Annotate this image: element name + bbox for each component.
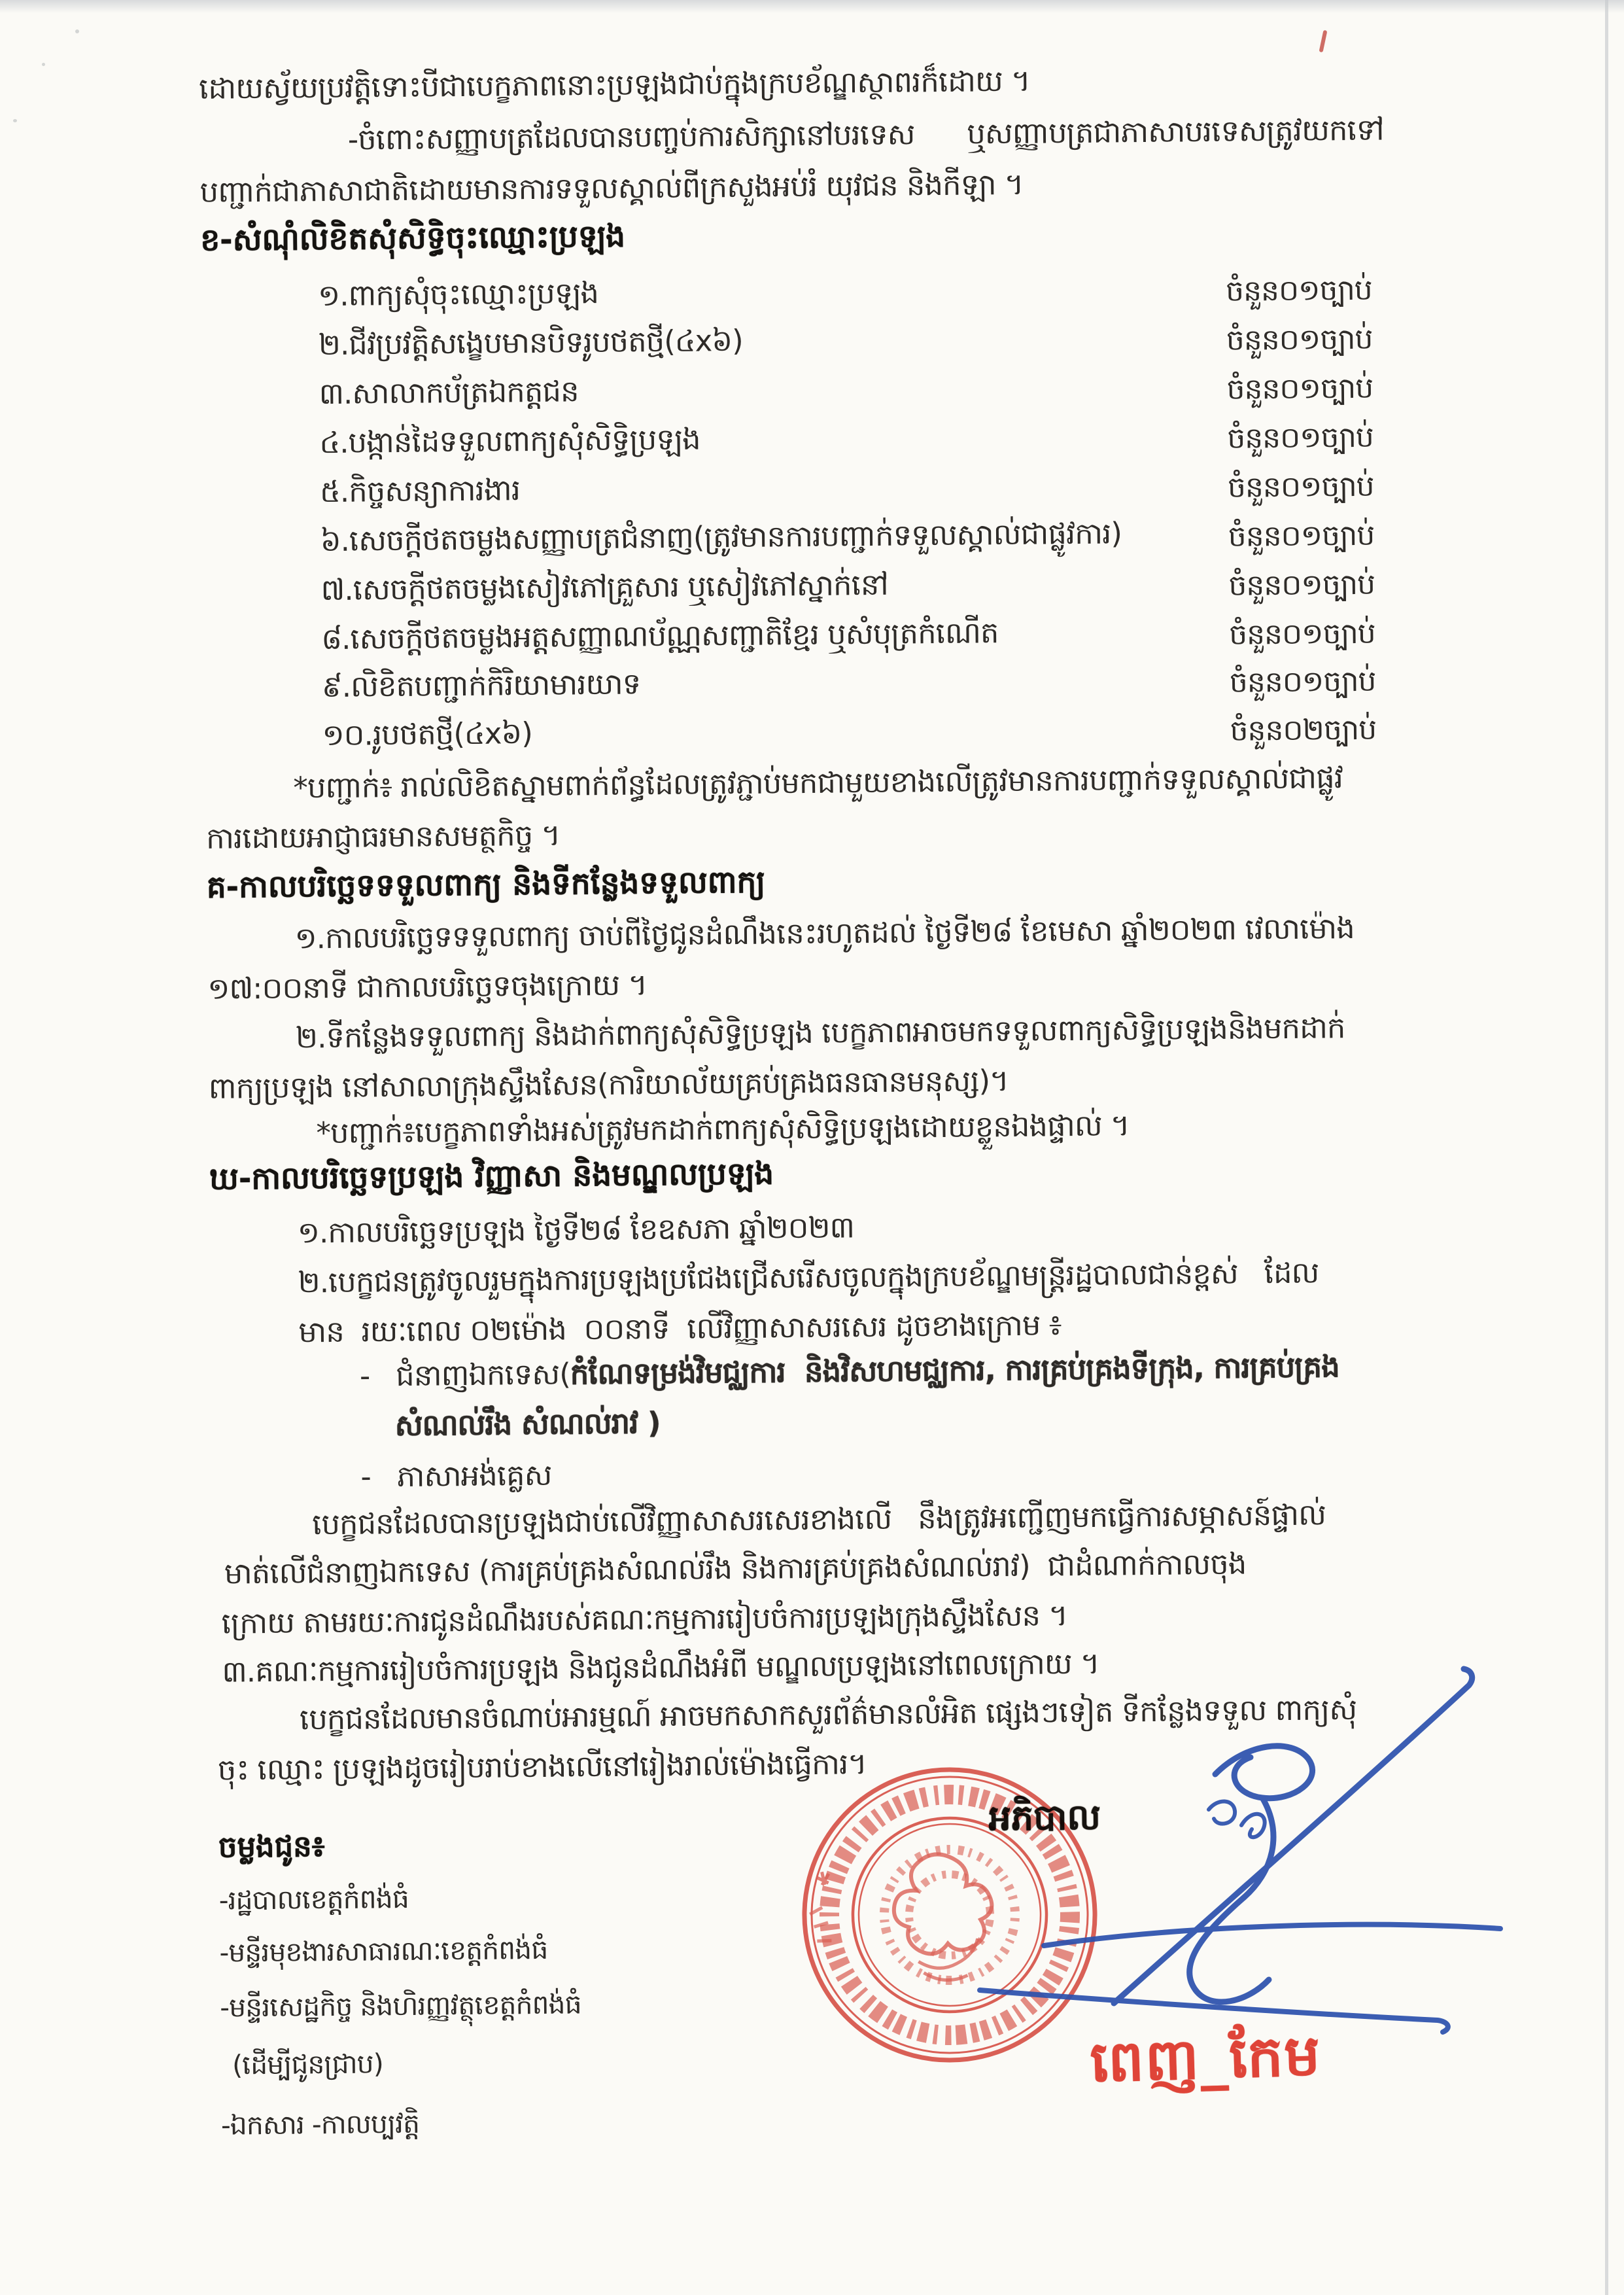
exam-subject-bullet-1 [360, 1350, 1339, 1392]
cc-item: (ដើម្បីជូនជ្រាប) [232, 2048, 383, 2081]
exam-subject-bullet-2: - ភាសាអង់គ្លេស [360, 1457, 552, 1494]
list-item: ១.ពាក្យសុំចុះឈ្មោះប្រឡង [317, 275, 599, 313]
section-d-item-1: ១.កាលបរិច្ឆេទប្រឡង ថ្ងៃទី២៨ ខែឧសភា ឆ្នាំ២០២៣ [297, 1210, 855, 1250]
section-d-para-line-3: ក្រោយ តាមរយៈការជូនដំណឹងរបស់គណៈកម្មការរៀបចំការប្រឡងក្រុងស្ទឹងសែន ។ [221, 1598, 1068, 1641]
list-item: ១០.រូបថតថ្មី(៤x៦) [322, 716, 533, 753]
list-item-count: ចំនួន០១ច្បាប់ [1229, 664, 1376, 699]
list-item-count: ចំនួន០១ច្បាប់ [1227, 469, 1374, 504]
list-item-count: ចំនួន០១ច្បាប់ [1228, 567, 1375, 603]
governor-title-label: អភិបាល [988, 1796, 1101, 1839]
cc-item: -មន្ទីរសេដ្ឋកិច្ច និងហិរញ្ញវត្ថុខេត្តកំពង់ធំ [220, 1988, 581, 2023]
exam-subject-bullet-1-line-2: សំណល់រឹង សំណល់រាវ ) [394, 1405, 661, 1443]
section-b-note-line-2: ការដោយអាជ្ញាធរមានសមត្ថកិច្ច ។ [205, 817, 561, 856]
section-c-p1-line-1: ១.កាលបរិច្ឆេទទទួលពាក្យ ចាប់ពីថ្ងៃជូនដំណឹងនេះរហូតដល់ ថ្ងៃទី២៨ ខែមេសា ឆ្នាំ២០២៣ វេលាម៉ោង [294, 911, 1355, 956]
section-d-item-3: ៣.គណៈកម្មការរៀបចំការប្រឡង និងជូនដំណឹងអំពី មណ្ឌលប្រឡងនៅពេលក្រោយ ។ [222, 1645, 1099, 1689]
list-item: ៥.កិច្ចសន្យាការងារ [319, 472, 521, 510]
section-b-note-line-1: *បញ្ជាក់៖ រាល់លិខិតស្នាមពាក់ព័ន្ធដែលត្រូវភ្ជាប់មកជាមួយខាងលើត្រូវមានការបញ្ជាក់ទទួលស្គាល់ជាផ្លូវ [293, 760, 1343, 805]
closing-line-2: ចុះ ឈ្មោះ ប្រឡងដូចរៀបរាប់ខាងលើនៅរៀងរាល់ម៉ោងធ្វើការ។ [217, 1746, 867, 1787]
section-b-heading: ខ-សំណុំលិខិតសុំសិទ្ធិចុះឈ្មោះប្រឡង [200, 218, 626, 258]
list-item: ៣.សាលាកប័ត្រឯកត្តជន [319, 374, 579, 412]
section-d-item-2-line-2: មាន រយៈពេល ០២ម៉ោង ០០នាទី លើវិញ្ញាសាសរសេរ ដូចខាងក្រោម ៖ [298, 1307, 1062, 1350]
bullet-1-bold-text: កំណែទម្រង់វិមជ្ឈការ និងវិសហមជ្ឈការ, ការគ្រប់គ្រងទីក្រុង, ការគ្រប់គ្រង [570, 1349, 1339, 1392]
list-item-count: ចំនួន០២ច្បាប់ [1230, 712, 1377, 748]
section-c-p2-line-1: ២.ទីកន្លែងទទួលពាក្យ និងដាក់ពាក្យសុំសិទ្ធិប្រឡង បេក្ខភាពអាចមកទទួលពាក្យសិទ្ធិប្រឡងនិងមកដាក់ [295, 1010, 1345, 1055]
cc-item: -រដ្ឋបាលខេត្តកំពង់ធំ [218, 1882, 409, 1916]
intro-line-2: -ចំពោះសញ្ញាបត្រដែលបានបញ្ចប់ការសិក្សានៅបរទេស ឬសញ្ញាបត្រជាភាសាបរទេសត្រូវយកទៅ [347, 112, 1384, 157]
list-item-count: ចំនួន០១ច្បាប់ [1226, 371, 1373, 406]
section-d-item-2-line-1: ២.បេក្ខជនត្រូវចូលរួមក្នុងការប្រឡងប្រជែងជ្រើសរើសចូលក្នុងក្របខ័ណ្ឌមន្ត្រីរដ្ឋបាលជាន់ខ្ពស់ ដែល [298, 1255, 1319, 1300]
list-item: ៩.លិខិតបញ្ជាក់កិរិយាមារយាទ [321, 666, 641, 705]
section-d-heading: ឃ-កាលបរិច្ឆេទប្រឡង វិញ្ញាសា និងមណ្ឌលប្រឡង [209, 1155, 774, 1197]
list-item: ៤.បង្កាន់ដៃទទួលពាក្យសុំសិទ្ធិប្រឡង [319, 421, 700, 461]
list-item: ៦.សេចក្ដីថតចម្លងសញ្ញាបត្រជំនាញ(ត្រូវមានការបញ្ជាក់ទទួលស្គាល់ជាផ្លូវការ) [320, 516, 1122, 559]
section-c-heading: គ-កាលបរិច្ឆេទទទួលពាក្យ និងទីកន្លែងទទួលពាក្យ [206, 864, 766, 905]
list-item: ៨.សេចក្ដីថតចម្លងអត្តសញ្ញាណប័ណ្ណសញ្ជាតិខ្មែរ ឬសំបុត្រកំណើត [320, 615, 999, 657]
list-item-count: ចំនួន០១ច្បាប់ [1226, 322, 1373, 357]
list-item-count: ចំនួន០១ច្បាប់ [1228, 518, 1375, 553]
section-d-para-line-1: បេក្ខជនដែលបានប្រឡងជាប់លើវិញ្ញាសាសរសេរខាងលើ នឹងត្រូវអញ្ជើញមកធ្វើការសម្ភាសន៍ផ្ទាល់ [311, 1497, 1326, 1542]
intro-line-3: បញ្ជាក់ជាភាសាជាតិដោយមានការទទួលស្គាល់ពីក្រសួងអប់រំ យុវជន និងកីឡា ។ [199, 166, 1024, 209]
cc-header: ចម្លងជូន៖ [218, 1829, 325, 1865]
bullet-dash-and-prefix: - ជំនាញឯកទេស( [359, 1356, 571, 1393]
section-c-p2-line-2: ពាក្យប្រឡង នៅសាលាក្រុងស្ទឹងសែន(ការិយាល័យគ្រប់គ្រងធនធានមនុស្ស)។ [208, 1063, 1009, 1106]
list-item-count: ចំនួន០១ច្បាប់ [1225, 273, 1372, 308]
section-c-note: *បញ្ជាក់៖បេក្ខភាពទាំងអស់ត្រូវមកដាក់ពាក្យសុំសិទ្ធិប្រឡងដោយខ្លួនឯងផ្ទាល់ ។ [316, 1108, 1130, 1151]
closing-line-1: បេក្ខជនដែលមានចំណាប់អារម្មណ៍ អាចមកសាកសួរព័ត៌មានលំអិត ផ្សេងៗទៀត ទីកន្លែងទទួល ពាក្យសុំ [299, 1692, 1357, 1737]
signer-name-red-stamp: ពេញ_កែម [1089, 2022, 1322, 2095]
section-d-para-line-2: មាត់លើជំនាញឯកទេស (ការគ្រប់គ្រងសំណល់រឹង និងការគ្រប់គ្រងសំណល់រាវ) ជាដំណាក់កាលចុង [224, 1546, 1247, 1591]
list-item-count: ចំនួន០១ច្បាប់ [1228, 616, 1375, 652]
list-item-count: ចំនួន០១ច្បាប់ [1227, 420, 1374, 455]
list-item: ៧.សេចក្ដីថតចម្លងសៀវភៅគ្រួសារ ឬសៀវភៅស្នាក់នៅ [320, 567, 888, 608]
section-c-p1-line-2: ១៧:០០នាទី ជាកាលបរិច្ឆេទចុងក្រោយ ។ [207, 967, 648, 1006]
intro-line-1: ដោយស្វ័យប្រវត្តិទោះបីជាបេក្ខភាពនោះប្រឡងជាប់ក្នុងក្របខ័ណ្ឌស្ថាពរក៏ដោយ ។ [198, 63, 1031, 106]
cc-item: -មន្ទីរមុខងារសាធារណៈខេត្តកំពង់ធំ [219, 1933, 548, 1969]
cc-item: -ឯកសារ -កាលប្បវត្តិ [220, 2107, 420, 2141]
list-item: ២.ជីវប្រវត្តិសង្ខេបមានបិទរូបថតថ្មី(៤x៦) [318, 323, 743, 362]
